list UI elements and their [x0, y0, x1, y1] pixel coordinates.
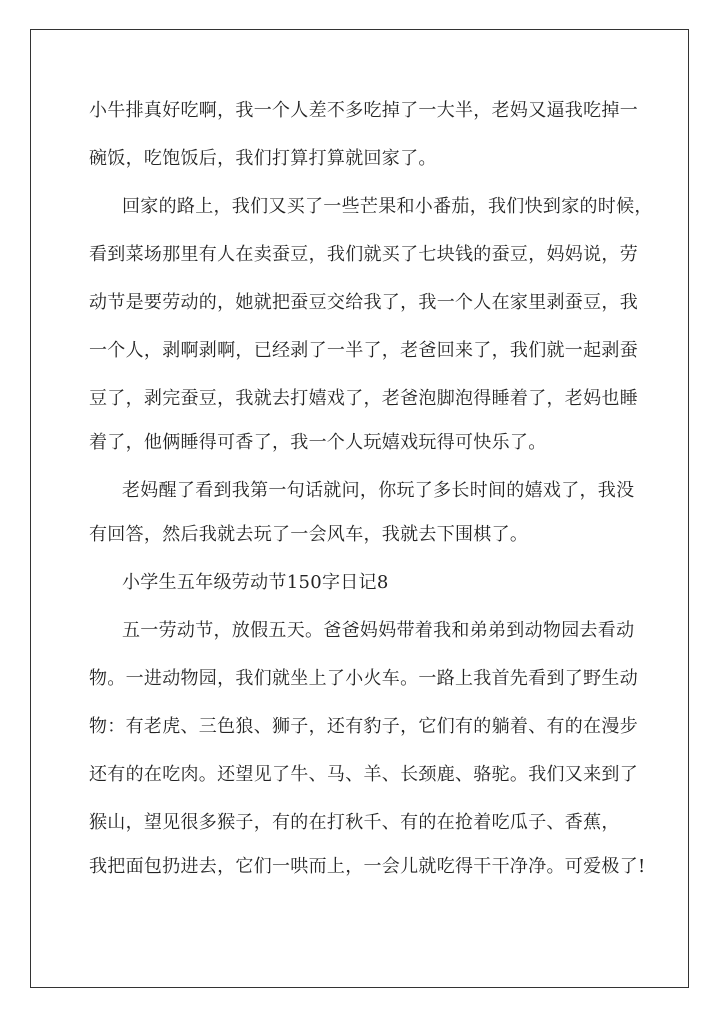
text-line: 猴山，望见很多猴子，有的在打秋千、有的在抢着吃瓜子、香蕉，: [89, 812, 620, 833]
text-line: 还有的在吃肉。还望见了牛、马、羊、长颈鹿、骆驼。我们又来到了: [89, 764, 638, 785]
text-line: 一个人，剥啊剥啊，已经剥了一半了，老爸回来了，我们就一起剥蚕: [89, 340, 638, 361]
text-line: 豆了，剥完蚕豆，我就去打嬉戏了，老爸泡脚泡得睡着了，老妈也睡: [89, 388, 638, 409]
text-line: 着了，他俩睡得可香了，我一个人玩嬉戏玩得可快乐了。: [89, 432, 547, 453]
text-line: 五一劳动节，放假五天。爸爸妈妈带着我和弟弟到动物园去看动: [122, 620, 635, 641]
text-line: 动节是要劳动的，她就把蚕豆交给我了，我一个人在家里剥蚕豆，我: [89, 292, 638, 313]
section-heading: 小学生五年级劳动节150字日记8: [122, 572, 389, 593]
text-line: 回家的路上，我们又买了一些芒果和小番茄，我们快到家的时候，: [122, 196, 653, 217]
text-line: 物：有老虎、三色狼、狮子，还有豹子，它们有的躺着、有的在漫步: [89, 716, 638, 737]
text-line: 物。一进动物园，我们就坐上了小火车。一路上我首先看到了野生动: [89, 668, 638, 689]
page-border: [30, 29, 689, 988]
text-line: 有回答，然后我就去玩了一会风车，我就去下围棋了。: [89, 524, 529, 545]
text-line: 我把面包扔进去，它们一哄而上，一会儿就吃得干干净净。可爱极了!: [89, 856, 646, 877]
text-line: 小牛排真好吃啊，我一个人差不多吃掉了一大半，老妈又逼我吃掉一: [89, 100, 638, 121]
text-line: 老妈醒了看到我第一句话就问，你玩了多长时间的嬉戏了，我没: [122, 480, 635, 501]
text-line: 碗饭，吃饱饭后，我们打算打算就回家了。: [89, 148, 437, 169]
text-line: 看到菜场那里有人在卖蚕豆，我们就买了七块钱的蚕豆，妈妈说，劳: [89, 244, 638, 265]
